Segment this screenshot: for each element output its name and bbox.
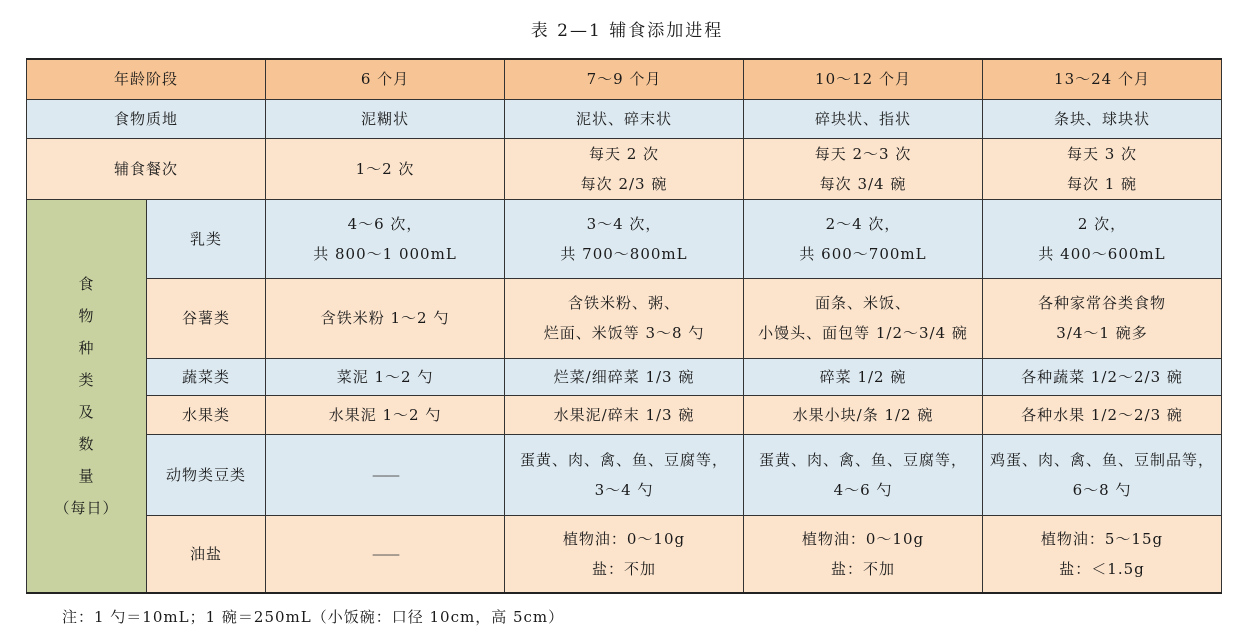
cell-line: 每天 3 次 [1066,144,1138,163]
table-cell [266,515,505,593]
cell-line: 各种蔬菜 1/2～2/3 碗 [1021,367,1183,386]
group-label-char: 量 [78,466,95,485]
cell-line: 4～6 次， [347,214,423,233]
header-cell: 10～12 个月 [744,59,983,99]
cell-line: 盐：＜1.5g [1059,559,1145,578]
cell-line: 菜泥 1～2 勺 [336,367,434,386]
cell-line: 3～4 勺 [594,480,654,499]
table-cell [505,358,744,395]
cell-line: 每次 2/3 碗 [580,174,668,193]
cell-line: 1～2 次 [355,159,415,178]
cell-line: 小馒头、面包等 1/2～3/4 碗 [758,324,968,342]
meals-row [27,138,1222,199]
cell-line: 水果小块/条 1/2 碗 [792,405,934,424]
cell-line: 每次 3/4 碗 [819,174,907,193]
table-cell [505,395,744,434]
group-label-char: 食 [78,274,95,293]
food-row [27,434,1222,515]
table-cell [744,138,983,199]
table-cell [983,434,1222,515]
cell-line: 3～4 次， [586,214,662,233]
food-group-label [27,199,147,593]
table-cell [266,434,505,515]
cell-line: 共 800～1 000mL [313,244,457,263]
food-row [27,278,1222,358]
cell-line: 鸡蛋、肉、禽、鱼、豆制品等， [990,450,1215,469]
group-label-char: 种 [78,338,95,357]
table-note: 注：1 勺＝10mL；1 碗＝250mL（小饭碗：口径 10cm，高 5cm） [62,608,565,626]
cell-line: 蛋黄、肉、禽、鱼、豆腐等， [520,450,729,469]
table-cell [505,199,744,278]
header-row [27,59,1222,99]
group-label-char: 类 [78,370,95,389]
cell-line: 碎菜 1/2 碗 [819,367,907,386]
table-cell [266,395,505,434]
cell-line: 植物油：0～10g [801,529,925,548]
table-cell [983,515,1222,593]
table-cell [983,199,1222,278]
cell-line: 植物油：5～15g [1040,529,1164,548]
cell-line: 共 400～600mL [1038,244,1166,263]
cell-line: 蛋黄、肉、禽、鱼、豆腐等， [759,450,968,469]
cell-line: 每次 1 碗 [1066,174,1138,193]
cell-line: 各种家常谷类食物 [1038,294,1167,312]
cell-line: 2 次， [1077,214,1127,233]
table-title: 表 2—1 辅食添加进程 [530,21,724,41]
table-cell [505,278,744,358]
cell-line: 水果泥/碎末 1/3 碗 [553,405,695,424]
row-label: 食物质地 [27,99,266,138]
table-cell [744,278,983,358]
table-cell [266,138,505,199]
cell-line: 水果泥 1～2 勺 [328,405,442,424]
table-cell [266,199,505,278]
row-label: 谷薯类 [147,278,266,358]
table-cell [744,358,983,395]
table-cell [983,358,1222,395]
table-cell: 泥糊状 [266,99,505,138]
table-cell [744,395,983,434]
row-label: 乳类 [147,199,266,278]
table-cell [266,358,505,395]
group-label-char: 数 [78,434,95,453]
cell-line: 每天 2～3 次 [814,144,912,163]
cell-line: 共 700～800mL [560,244,688,263]
table-cell [505,434,744,515]
food-row [27,395,1222,434]
food-row [27,199,1222,278]
empty-dash: —— [372,465,399,484]
cell-line: 6～8 勺 [1072,480,1132,499]
group-label-char: 物 [78,306,95,325]
table-cell [983,395,1222,434]
empty-dash: —— [372,544,399,563]
header-cell: 13～24 个月 [983,59,1222,99]
cell-line: 烂面、米饭等 3～8 勺 [543,324,705,342]
row-label: 水果类 [147,395,266,434]
cell-line: 每天 2 次 [588,144,660,163]
group-label-char: （每日） [54,498,119,517]
cell-line: 4～6 勺 [833,480,893,499]
table-cell [983,278,1222,358]
header-cell: 年龄阶段 [27,59,266,99]
table-cell [505,138,744,199]
table-cell [505,515,744,593]
texture-row [27,99,1222,138]
header-cell: 7～9 个月 [505,59,744,99]
cell-line: 植物油：0～10g [562,529,686,548]
row-label: 油盐 [147,515,266,593]
table-cell [983,138,1222,199]
group-label-char: 及 [78,402,95,421]
cell-line: 各种水果 1/2～2/3 碗 [1021,405,1183,424]
table-cell [266,278,505,358]
row-label: 动物类豆类 [147,434,266,515]
table-cell: 碎块状、指状 [744,99,983,138]
food-row [27,515,1222,593]
cell-line: 面条、米饭、 [815,294,912,312]
table-cell [744,434,983,515]
food-row [27,358,1222,395]
header-cell: 6 个月 [266,59,505,99]
cell-line: 2～4 次， [825,214,901,233]
row-label: 蔬菜类 [147,358,266,395]
table-cell [744,199,983,278]
complementary-food-table [26,58,1222,594]
table-cell: 条块、球块状 [983,99,1222,138]
table-cell: 泥状、碎末状 [505,99,744,138]
table-cell [744,515,983,593]
cell-line: 共 600～700mL [799,244,927,263]
cell-line: 烂菜/细碎菜 1/3 碗 [553,367,695,386]
cell-line: 3/4～1 碗多 [1056,324,1148,342]
row-label: 辅食餐次 [27,138,266,199]
cell-line: 盐：不加 [831,559,896,578]
cell-line: 盐：不加 [592,559,657,578]
cell-line: 含铁米粉 1～2 勺 [320,309,450,327]
cell-line: 含铁米粉、粥、 [568,294,681,312]
